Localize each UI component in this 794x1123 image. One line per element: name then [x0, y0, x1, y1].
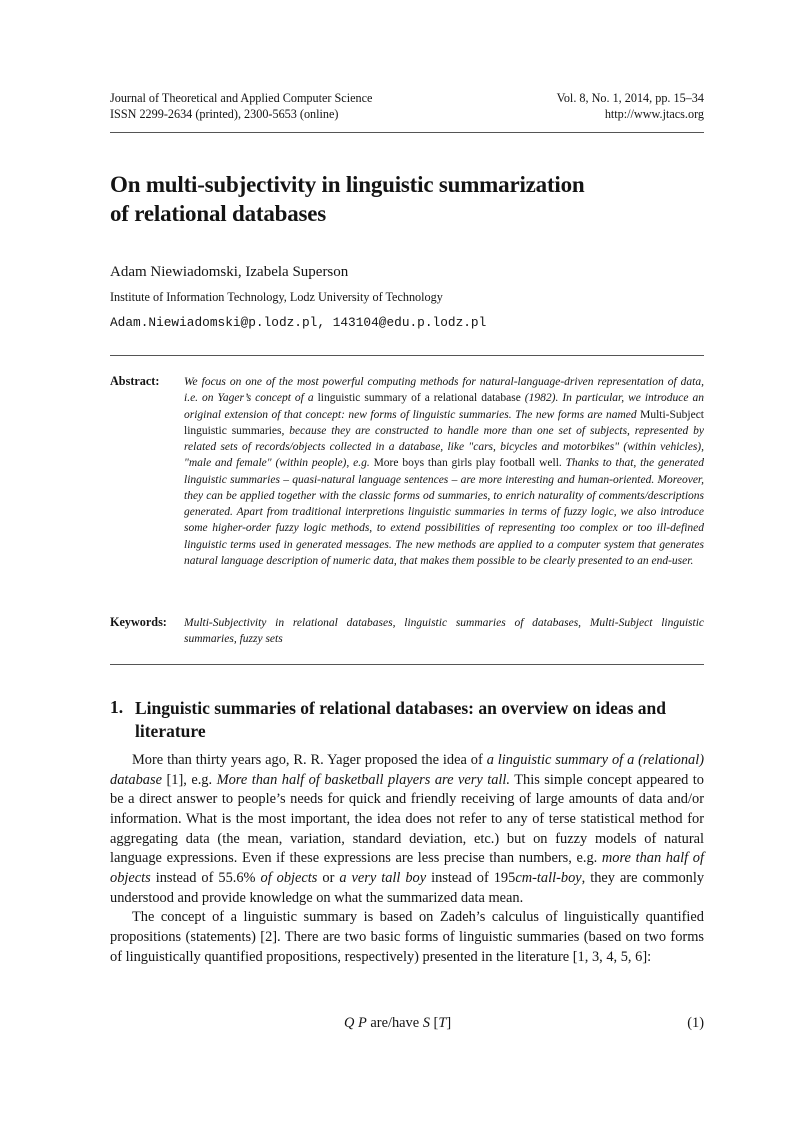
affiliation: Institute of Information Technology, Lodz University of Technology [110, 290, 443, 304]
abstract-part: linguistic summary of a relational database [317, 392, 521, 405]
journal-name: Journal of Theoretical and Applied Computer Science [110, 91, 373, 105]
keywords-text: Multi-Subjectivity in relational databases, linguistic summaries of databases, Multi-Subject linguistic summaries, fuzzy sets [184, 617, 704, 646]
section-body [110, 751, 704, 967]
symbol-q: Q [344, 1015, 355, 1031]
text-run: more than half of objects [110, 850, 704, 886]
text-run: instead of 195 [426, 869, 516, 886]
journal-url[interactable]: http://www.jtacs.org [604, 107, 704, 121]
abstract-part: More boys than girls play football well. [373, 457, 562, 470]
text-run: This simple concept appeared to be a direct answer to people’s needs for quick and friendly receiving of large amounts of data and/or information. What is the most important, the idea does not refer to any of terse statistical method for aggregating data (the mean, variation, standard deviation, etc.) but on fuzzy models of natural language expressions. Even if these expressions are less precise than numbers, e.g. [110, 771, 704, 867]
paragraph: The concept of a linguistic summary is based on Zadeh’s calculus of linguistically quantified propositions (statements) [2]. There are two basic forms of linguistic summaries (based on two forms of linguistically quantified propositions, respectively) presented in the literature [1, 3, 4, 5, 6]: [110, 909, 704, 965]
text-run: , they are commonly understood and provide knowledge on what the summarized data mean. [110, 869, 705, 906]
text-run: More than half of basketball players are very tall. [216, 771, 510, 788]
paper-title [110, 170, 585, 228]
abstract-part: We focus on one of the most powerful computing methods for natural-language-driven representation of data, i.e. on Yager’s concept of a [184, 376, 704, 405]
abstract-part: Thanks to that, the generated linguistic summaries – quasi-natural language sentences – are more interesting and human-oriented. Moreover, they can be applied together with the classic forms od summaries, to enrich naturality of comments/descriptions generated. Apart from traditional interpretions linguistic summaries in terms of fuzzy logic, we also introduce some higher-order fuzzy logic methods, to extend possibilities of representing too complex or too ill-defined linguistic terms used in generated messages. The new methods are applied to a computer system that generates natural language description of numeric data, that makes them possible to be clearly presented to an end-user. [184, 457, 704, 567]
abstract-label: Abstract: [110, 374, 160, 388]
text-run: More than thirty years ago, R. R. Yager proposed the idea of [132, 752, 487, 768]
text-run: [1], e.g. [161, 771, 217, 788]
text-run: of objects [260, 869, 318, 886]
equation-text: are/have [366, 1015, 423, 1031]
authors: Adam Niewiadomski, Izabela Superson [110, 264, 349, 280]
section-number: 1. [110, 697, 124, 717]
issn: ISSN 2299-2634 (printed), 2300-5653 (online) [110, 107, 339, 121]
title-line-2: of relational databases [110, 201, 327, 226]
text-run: a very tall boy [339, 869, 427, 886]
abstract-top-rule [110, 355, 704, 356]
text-run: instead of 55.6% [150, 869, 261, 886]
author-emails[interactable]: Adam.Niewiadomski@p.lodz.pl, 143104@edu.p.lodz.pl [110, 315, 487, 330]
symbol-p: P [358, 1015, 367, 1031]
text-run: or [317, 869, 340, 886]
paragraph [110, 751, 704, 908]
journal-info [110, 90, 372, 122]
abstract-text [184, 374, 704, 569]
title-line-1: On multi-subjectivity in linguistic summarization [110, 172, 585, 197]
section-title: Linguistic summaries of relational databases: an overview on ideas and literature [135, 698, 667, 741]
abstract-bottom-rule [110, 664, 704, 665]
issue-info [557, 90, 704, 122]
abstract-part: (1982). In particular, we introduce an original extension of that concept: new forms of linguistic summaries. The new forms are named [184, 392, 704, 421]
equation-number: (1) [687, 1015, 704, 1031]
equation-expression: Q P are/have S [T] [344, 1015, 452, 1031]
abstract-part: , because they are constructed to handle more than one set of subjects, represented by related sets of records/objects collected in a database, like "cars, bicycles and motorbikes" (within vehicles), "male and female" (within people), e.g. [184, 424, 704, 470]
volume-info: Vol. 8, No. 1, 2014, pp. 15–34 [556, 91, 704, 105]
symbol-s: S [422, 1015, 430, 1031]
abstract-part: Multi-Subject linguistic summaries [184, 408, 704, 437]
text-run: a linguistic summary of a (relational) database [110, 752, 704, 788]
symbol-t: T [438, 1015, 447, 1031]
text-run: cm-tall-boy [515, 869, 582, 886]
keywords-label: Keywords: [110, 615, 167, 629]
header-rule [110, 132, 704, 133]
